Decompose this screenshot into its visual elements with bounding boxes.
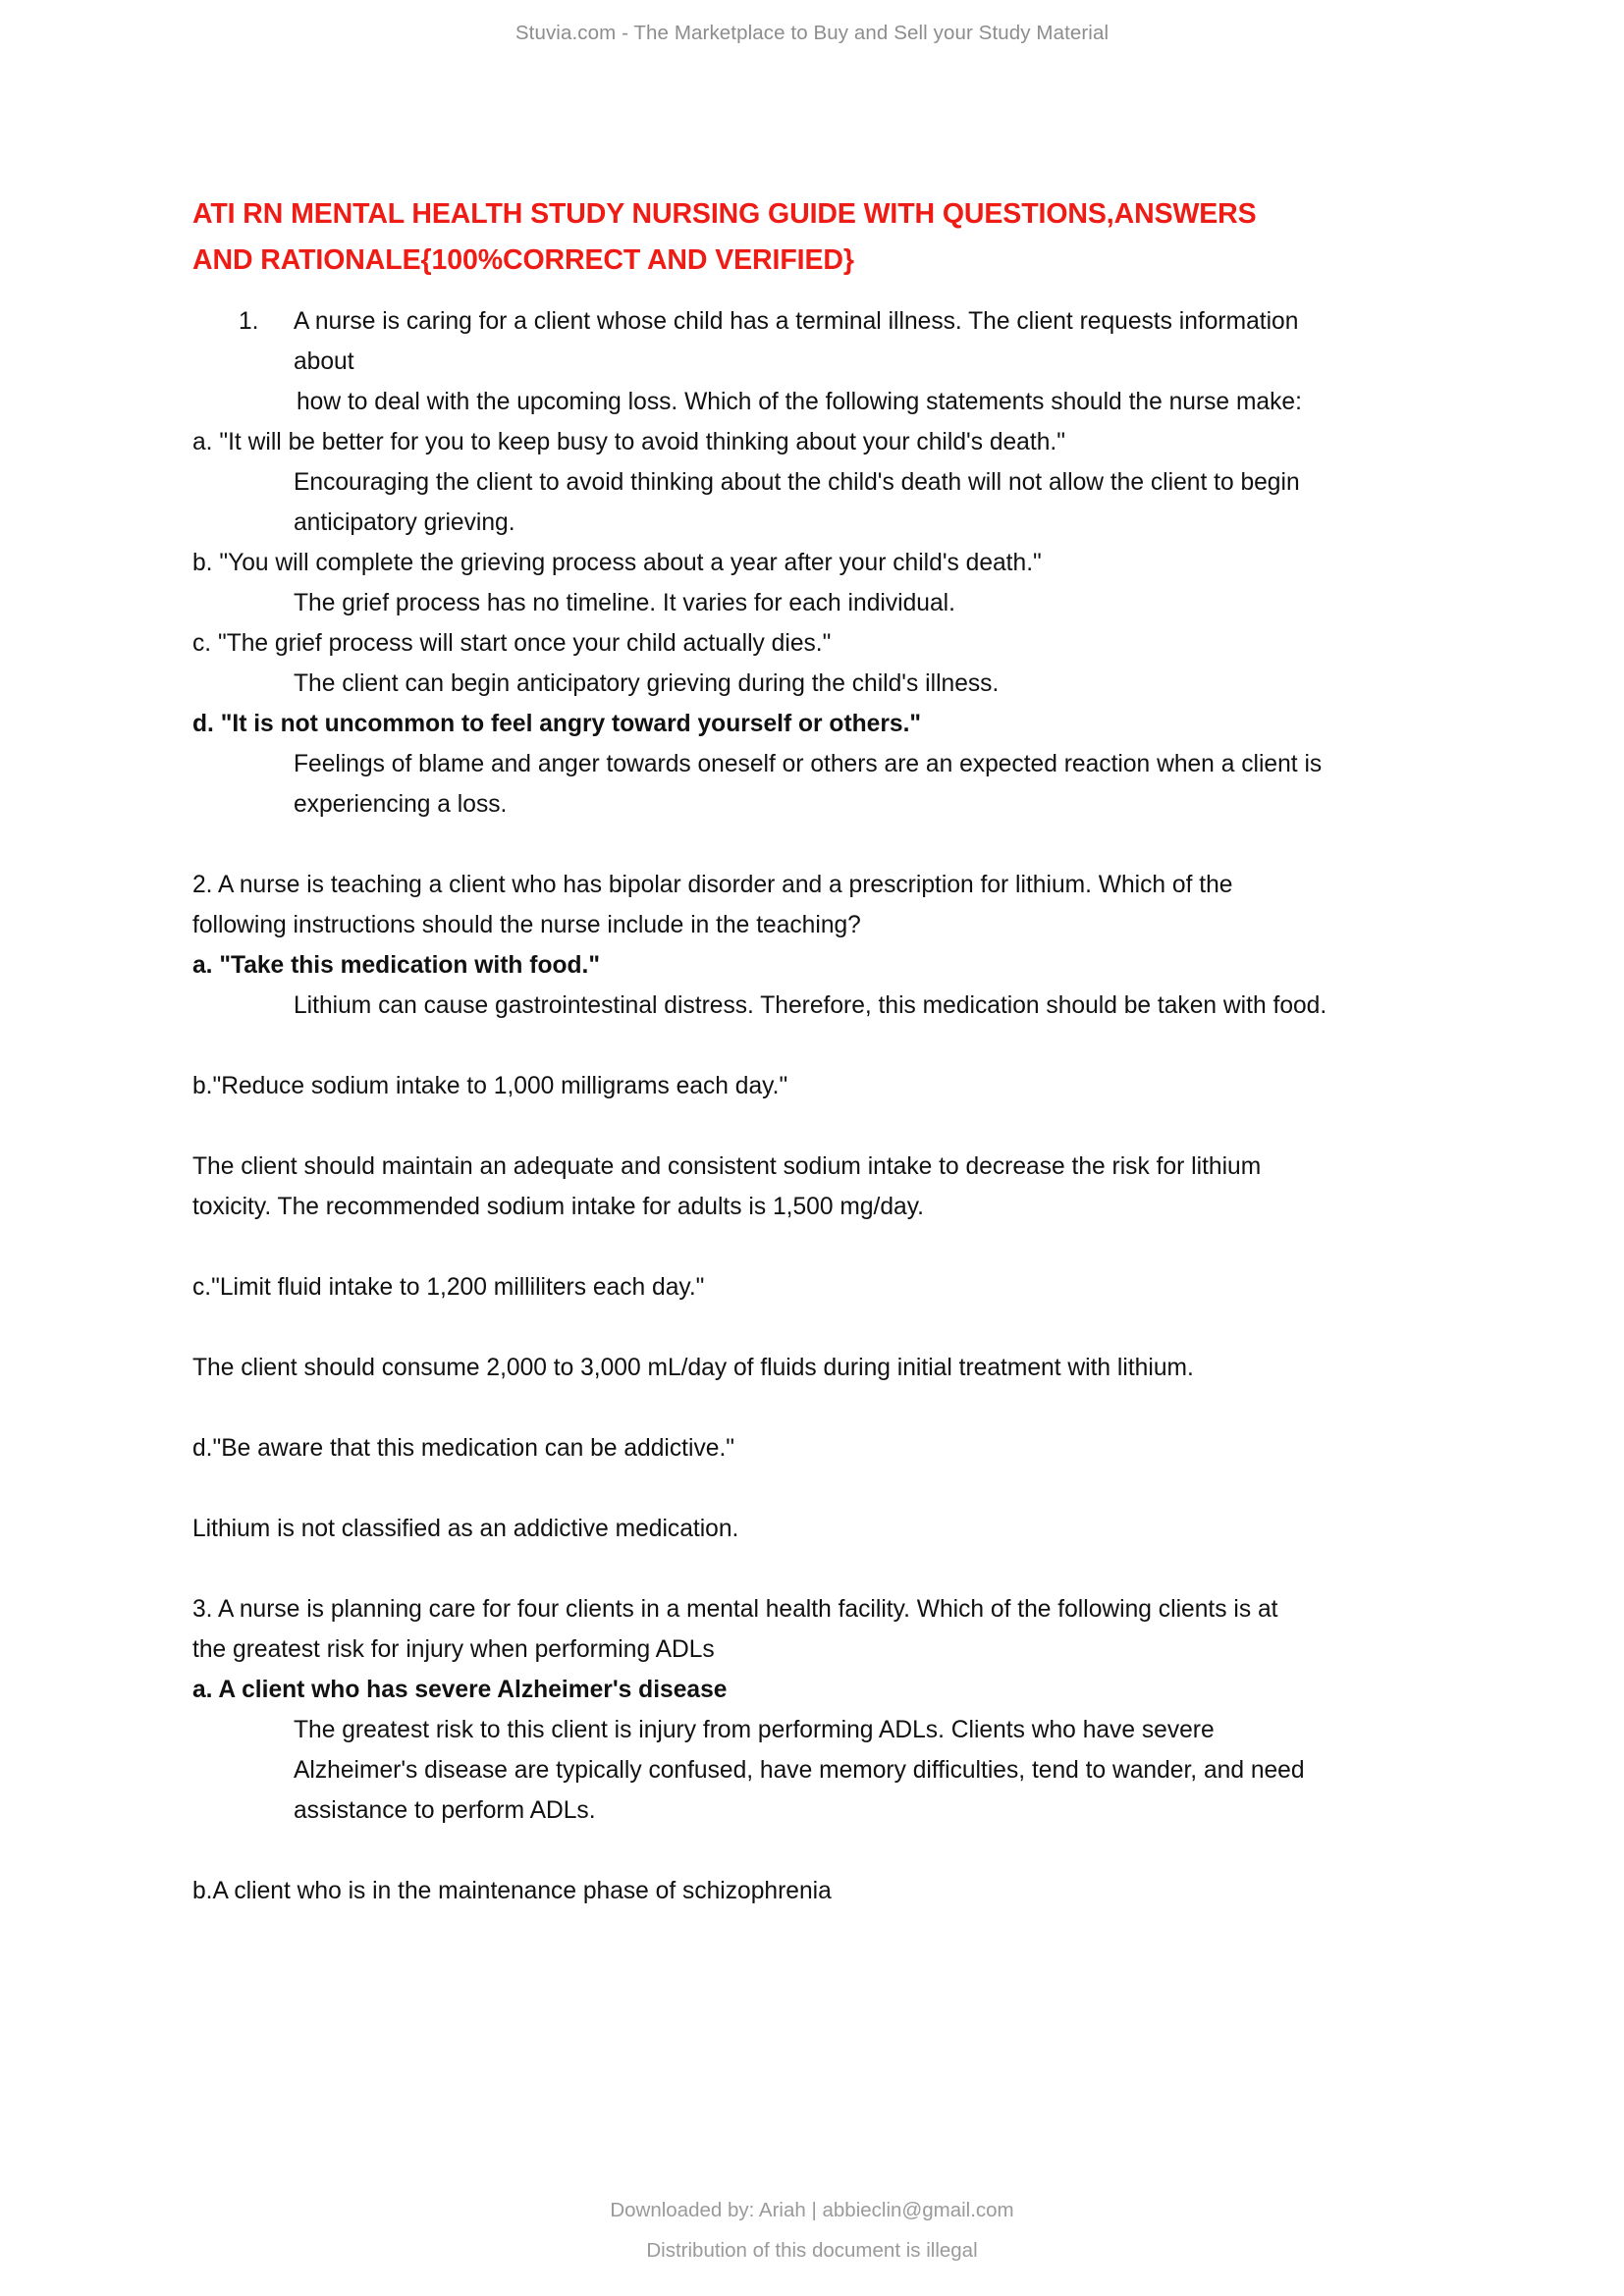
question-1-option-d-label: d.	[192, 711, 214, 737]
question-1-option-d-rationale-line-1: Feelings of blame and anger towards oneself or others are an expected reaction when a client is	[294, 751, 1323, 777]
question-1-option-c	[192, 623, 1439, 664]
document-body	[192, 191, 1439, 1911]
question-3-spacer-1	[192, 1831, 1439, 1871]
question-2-option-c: c."Limit fluid intake to 1,200 milliliters each day."	[192, 1274, 705, 1301]
question-2-spacer-2	[192, 1106, 1439, 1147]
question-1-option-d-rationale-line-2: experiencing a loss.	[294, 791, 508, 818]
question-2-spacer-4	[192, 1308, 1439, 1348]
question-2-option-a-rationale: Lithium can cause gastrointestinal distress. Therefore, this medication should be taken with food.	[294, 992, 1327, 1019]
stuvia-watermark-header: Stuvia.com - The Marketplace to Buy and Sell your Study Material	[514, 22, 1110, 44]
question-2-stem-line-2: following instructions should the nurse include in the teaching?	[192, 912, 861, 938]
question-1-option-d	[192, 704, 1439, 744]
question-1-option-b-label: b.	[192, 550, 213, 576]
question-1-option-a-text: "It will be better for you to keep busy to avoid thinking about your child's death."	[219, 429, 1065, 455]
question-2-option-b-rationale-line-1: The client should maintain an adequate and consistent sodium intake to decrease the risk for lithium	[192, 1153, 1262, 1180]
question-1-stem	[192, 301, 1439, 342]
page-title	[192, 191, 1439, 284]
section-gap-1	[192, 825, 1439, 865]
question-1-option-c-text: "The grief process will start once your child actually dies."	[217, 630, 832, 657]
question-1-option-d-text: "It is not uncommon to feel angry toward yourself or others."	[220, 711, 922, 737]
question-3-stem-line-2: the greatest risk for injury when performing ADLs	[192, 1636, 715, 1663]
question-2-option-b: b."Reduce sodium intake to 1,000 milligrams each day."	[192, 1073, 788, 1099]
question-1-option-b-text: "You will complete the grieving process about a year after your child's death."	[219, 550, 1042, 576]
footer-downloaded-by: Downloaded by: Ariah | abbieclin@gmail.com	[610, 2199, 1014, 2221]
question-1-option-b-rationale-line-1: The grief process has no timeline. It varies for each individual.	[294, 590, 955, 616]
page-title-line-2: AND RATIONALE{100%CORRECT AND VERIFIED}	[192, 244, 854, 276]
question-1-stem-line-2: about	[294, 348, 354, 375]
question-3-option-a: a. A client who has severe Alzheimer's disease	[192, 1677, 728, 1703]
question-3-stem-line-1: 3. A nurse is planning care for four clients in a mental health facility. Which of the following clients is at	[192, 1596, 1278, 1623]
question-1-number: 1.	[239, 308, 259, 335]
question-3-option-b: b.A client who is in the maintenance phase of schizophrenia	[192, 1878, 832, 1904]
question-1-option-a	[192, 422, 1439, 462]
question-2-option-d: d."Be aware that this medication can be addictive."	[192, 1435, 735, 1462]
page-title-line-1: ATI RN MENTAL HEALTH STUDY NURSING GUIDE WITH QUESTIONS,ANSWERS	[192, 198, 1257, 230]
question-1-option-a-rationale-line-2: anticipatory grieving.	[294, 509, 515, 536]
question-1-option-b	[192, 543, 1439, 583]
question-2-spacer-5	[192, 1388, 1439, 1428]
question-3-option-a-rationale-line-3: assistance to perform ADLs.	[294, 1797, 596, 1824]
question-2-spacer-3	[192, 1227, 1439, 1267]
question-2-spacer-6	[192, 1468, 1439, 1509]
question-1-option-a-rationale-line-1: Encouraging the client to avoid thinking about the child's death will not allow the client to begin	[294, 469, 1300, 496]
question-2-option-a: a. "Take this medication with food."	[192, 952, 601, 979]
question-1-stem-line-1: A nurse is caring for a client whose child has a terminal illness. The client requests information	[294, 308, 1299, 335]
question-3-option-a-rationale-line-1: The greatest risk to this client is injury from performing ADLs. Clients who have severe	[294, 1717, 1215, 1743]
section-gap-2	[192, 1549, 1439, 1589]
question-1-option-a-label: a.	[192, 429, 213, 455]
question-1-stem-line-3: how to deal with the upcoming loss. Which of the following statements should the nurse make:	[297, 389, 1302, 415]
question-1-option-c-rationale-line-1: The client can begin anticipatory grieving during the child's illness.	[294, 670, 1000, 697]
question-2-spacer-1	[192, 1026, 1439, 1066]
question-2-option-d-rationale: Lithium is not classified as an addictive medication.	[192, 1516, 739, 1542]
question-3-option-a-rationale-line-2: Alzheimer's disease are typically confused, have memory difficulties, tend to wander, and need	[294, 1757, 1305, 1784]
question-2-stem-line-1: 2. A nurse is teaching a client who has bipolar disorder and a prescription for lithium. Which of the	[192, 872, 1233, 898]
question-2-option-b-rationale-line-2: toxicity. The recommended sodium intake for adults is 1,500 mg/day.	[192, 1194, 925, 1220]
question-2-option-c-rationale: The client should consume 2,000 to 3,000 mL/day of fluids during initial treatment with lithium.	[192, 1355, 1194, 1381]
question-1-option-c-label: c.	[192, 630, 212, 657]
question-1-block	[192, 301, 1439, 342]
footer-distribution-notice: Distribution of this document is illegal	[646, 2239, 978, 2262]
